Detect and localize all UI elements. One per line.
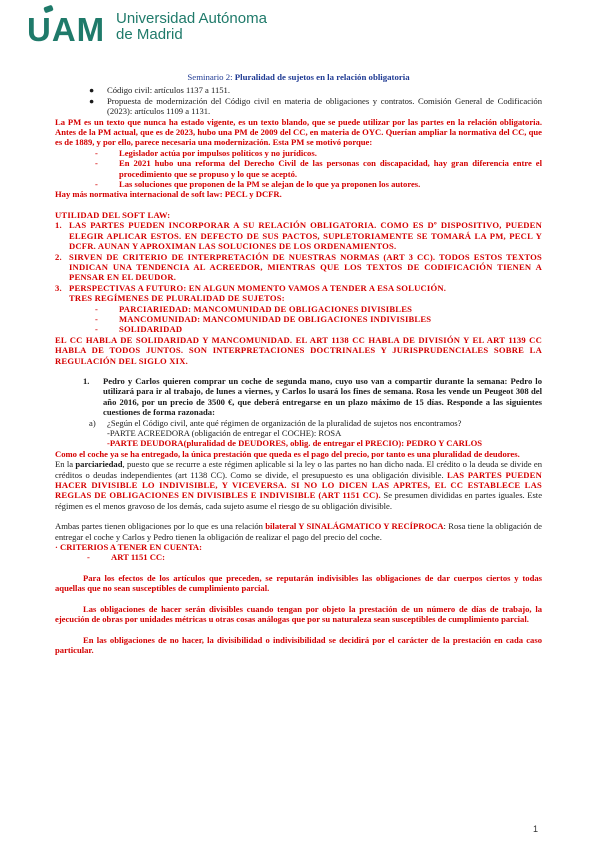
ambas-tail: : Rosa tiene la obligación de entregar el coche y Carlos y Pedro tienen la obligación de realizar el pago del precio del coche. [55,521,542,542]
question [89,418,542,428]
pm-dash-text: Legislador actúa por impulsos políticos y no jurídicos. [119,147,317,158]
parciariedad-word: parciariedad [75,459,123,470]
case-statement [83,376,542,418]
seminar-title [55,72,542,82]
title-bold: Pluralidad de sujetos en la relación obligatoria [234,72,410,82]
utilidad-heading: UTILIDAD DEL SOFT LAW: [55,209,171,220]
criterios-item: - ART 1151 CC: [87,552,165,563]
parciariedad-red: LAS PARTES PUEDEN HACER DIVISIBLE LO INDIVISIBLE, Y VICEVERSA. SI NO LO DICEN LAS APRTES, EL CC ESTABLECE LAS REGLAS DE OBLIGACIONES EN DIVISIBLES E INDIVISIBLE (ART 1151 CC). [55,469,542,501]
bullet-item [89,96,542,117]
art-paragraph: Para los efectos de los artículos que preceden, se reputarán indivisibles las obligaciones de dar cuerpos ciertos y todas aquellas que no sean susceptibles de cumplimiento parcial. [55,572,542,594]
university-line-1: Universidad Autónoma [116,10,267,27]
bullet-text: Código civil: artículos 1137 a 1151. [107,85,231,96]
case-text: Pedro y Carlos quieren comprar un coche de segunda mano, cuyo uso van a compartir durante la semana: Pedro lo utilizará para ir al trabajo, de lunes a viernes, y Carlos lo usará los fines de semana. Rosa les vende un Peugeot 308 del año 2016, por un precio de 3500 €, que deberá entregarse en un plazo máximo de 15 días. Responde a las siguientes cuestiones de forma razonada: [103,375,542,418]
regimen-item: - PARCIARIEDAD: MANCOMUNIDAD DE OBLIGACIONES DIVISIBLES [95,303,413,314]
parciariedad-paragraph [55,459,542,511]
regimen-text: PARCIARIEDAD: MANCOMUNIDAD DE OBLIGACIONES DIVISIBLES [119,303,413,314]
question-label: a) [89,417,96,428]
pm-dash-text: En 2021 hubo una reforma del Derecho Civil de las personas con discapacidad, hay gran diferencia entre el procedimiento que se propuso y lo que se aceptó. [119,158,542,179]
university-name [116,11,267,43]
parciariedad-intro: En la [55,459,76,470]
bullet-item [89,85,542,95]
coche-paragraph: Como el coche ya se ha entregado, la única prestación que queda es el pago del precio, por tanto es una pluralidad de deudores. [55,448,520,459]
pm-dash-item: - En 2021 hubo una reforma del Derecho Civil de las personas con discapacidad, hay gran diferencia entre el procedimiento que se propuso y lo que se aceptó. [95,158,542,179]
case-number: 1. [83,375,90,386]
utilidad-item: 3. PERSPECTIVAS A FUTURO: EN ALGUN MOMENTO VAMOS A TENDER A ESA SOLUCIÓN. [55,282,447,293]
utilidad-text: LAS PARTES PUEDEN INCORPORAR A SU RELACIÓN OBLIGATORIA. COMO ES Dº DISPOSITIVO, PUEDEN ELEGIR APLICAR ESTOS. EN DEFECTO DE SUS PACTOS, SUPLETORIAMENTE SE TOMARÁ LA PM, PECL Y DCFR. AUNAN Y APROXIMAN LAS SOLUCIONES DE LOS ORDENAMIENTOS. [69,220,542,252]
utilidad-item: 2. SIRVEN DE CRITERIO DE INTERPRETACIÓN DE NUESTRAS NORMAS (ART 3 CC). TODOS ESTOS TEXTOS INDICAN UNA TENDENCIA AL ACREEDOR, MIENTRAS QUE LOS TEXTOS DE CODIFICACIÓN TIENEN A PENSAR EN EL DEUDOR. [55,251,542,283]
pm-dash-text: Las soluciones que proponen de la PM se alejan de lo que ya proponen los autores. [119,179,421,190]
criterios-text: ART 1151 CC: [111,552,165,563]
art-paragraph: Las obligaciones de hacer serán divisibles cuando tengan por objeto la prestación de un número de días de trabajo, la ejecución de obras por unidades métricas u otras cosas análogas que por su naturaleza sean susceptibles de cumplimiento parcial. [55,603,542,625]
utilidad-text: SIRVEN DE CRITERIO DE INTERPRETACIÓN DE NUESTRAS NORMAS (ART 3 CC). TODOS ESTOS TEXTOS INDICAN UNA TENDENCIA AL ACREEDOR, MIENTRAS QUE LOS TEXTOS DE CODIFICACIÓN TIENEN A PENSAR EN EL DEUDOR. [69,251,542,283]
utilidad-text: PERSPECTIVAS A FUTURO: EN ALGUN MOMENTO VAMOS A TENDER A ESA SOLUCIÓN. [69,282,447,293]
ambas-intro: Ambas partes tienen obligaciones por lo que es una relación [55,521,266,532]
regimen-item: - MANCOMUNIDAD: MANCOMUNIDAD DE OBLIGACIONES INDIVISIBLES [95,313,432,324]
parte-deudora: -PARTE DEUDORA(pluralidad de DEUDORES, oblig. de entregar el PRECIO): PEDRO Y CARLOS [107,438,483,449]
document-body [55,72,542,655]
parciariedad-tail: Se presumen divididas en partes iguales. Este régimen es el menos gravoso de los demás, cada sujeto asume el riesgo de su obligación divisible. [55,490,543,511]
uam-logo: UAM [27,11,106,48]
page-number: 1 [532,824,538,834]
question-text: ¿Según el Código civil, ante qué régimen de organización de la pluralidad de sujetos nos encontramos? [107,417,462,428]
ambas-red: bilateral Y SINALÁGMATICO Y RECÍPROCA [265,521,444,532]
bullet-icon: ● [89,85,95,96]
pm-dash-item: - Legislador actúa por impulsos políticos y no jurídicos. [95,147,317,158]
utilidad-item: 1. LAS PARTES PUEDEN INCORPORAR A SU RELACIÓN OBLIGATORIA. COMO ES Dº DISPOSITIVO, PUEDEN ELEGIR APLICAR ESTOS. EN DEFECTO DE SUS PACTOS, SUPLETORIAMENTE SE TOMARÁ LA PM, PECL Y DCFR. AUNAN Y APROXIMAN LAS SOLUCIONES DE LOS ORDENAMIENTOS. [55,220,542,252]
regimen-item: - SOLIDARIDAD [95,324,183,335]
pm-paragraph: La PM es un texto que nunca ha estado vigente, es un texto blando, que se puede utilizar por las partes en la relación obligatoria. Antes de la PM actual, que es de 2023, hubo una PM de 2009 del CC, en materia de OYC. Querían ampliar la normativa del CC, que es de 1889, y por ello, parece necesaria una modernización. Esta PM se motivó porque: [55,116,542,148]
parte-acreedora: -PARTE ACREEDORA (obligación de entregar el COCHE): ROSA [107,428,342,438]
regimen-text: SOLIDARIDAD [119,324,183,335]
soft-law-line: Hay más normativa internacional de soft law: PECL y DCFR. [55,189,282,200]
parciariedad-text: , puesto que se recurre a este régimen aplicable si la ley o las partes no han dicho nada. El crédito o la deuda se divide en créditos o deudas independientes (art 1138 CC). Como se divide, el presupuesto es una obligación divisible. [55,459,543,480]
bullet-icon: ● [89,95,95,106]
regimenes-heading: TRES REGÍMENES DE PLURALIDAD DE SUJETOS: [69,293,285,304]
criterios-heading: · CRITERIOS A TENER EN CUENTA: [55,542,203,553]
cc-paragraph: EL CC HABLA DE SOLIDARIDAD Y MANCOMUNIDAD. EL ART 1138 CC HABLA DE DIVISIÓN Y EL ART 1139 CC HABLA DE TODOS JUNTOS. SON INTERPRETACIONES DOCTRINALES Y JURISPRUDENCIALES SOBRE LA REGULACIÓN DEL SIGLO XIX. [55,334,542,366]
bullet-text: Propuesta de modernización del Código civil en materia de obligaciones y contratos. Comisión General de Codificación (2023): artículos 1109 a 1131. [107,95,542,117]
art-paragraph: En las obligaciones de no hacer, la divisibilidad o indivisibilidad se decidirá por el carácter de la prestación en cada caso particular. [55,634,542,655]
pm-dash-item: - Las soluciones que proponen de la PM se alejan de lo que ya proponen los autores. [95,179,421,190]
ambas-paragraph [55,521,542,542]
title-prefix: Seminario 2: [187,72,235,82]
regimen-text: MANCOMUNIDAD: MANCOMUNIDAD DE OBLIGACIONES INDIVISIBLES [119,313,432,324]
university-line-2: de Madrid [116,26,183,43]
